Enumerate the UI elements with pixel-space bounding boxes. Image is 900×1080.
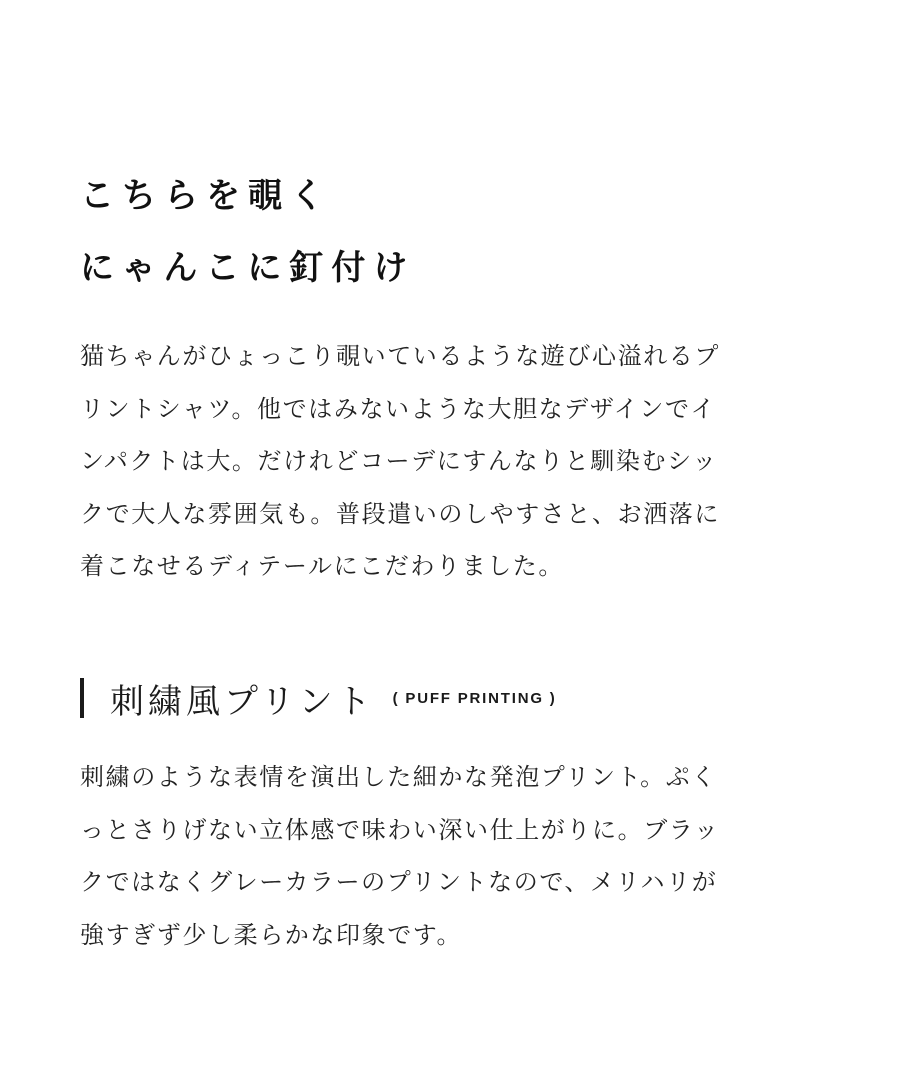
intro-line: リントシャツ。他ではみないような大胆なデザインでイ: [80, 394, 717, 423]
section-line: クではなくグレーカラーのプリントなので、メリハリが: [80, 868, 718, 896]
intro-line: 着こなせるディテールにこだわりました。: [80, 552, 564, 580]
heading-accent-bar: [80, 678, 84, 718]
intro-line: 猫ちゃんがひょっこり覗いているような遊び心溢れるプ: [80, 342, 720, 370]
intro-line: クで大人な雰囲気も。普段遣いのしやすさと、お洒落に: [80, 499, 720, 528]
section-heading: [80, 676, 840, 720]
headline-line-2: にゃんこに釘付け: [80, 248, 416, 288]
section-paragraph: [80, 751, 828, 961]
section-line: 刺繍のような表情を演出した細かな発泡プリント。ぷく: [80, 763, 717, 791]
intro-line: ンパクトは大。だけれどコーデにすんなりと馴染むシッ: [80, 447, 718, 475]
section-line: 強すぎず少し柔らかな印象です。: [80, 920, 463, 949]
headline-line-1: こちらを覗く: [80, 176, 332, 216]
intro-paragraph: [80, 330, 828, 593]
section-title: 刺繍風プリント: [110, 681, 375, 722]
section-line: っとさりげない立体感で味わい深い仕上がりに。ブラッ: [80, 815, 720, 844]
headline: [80, 160, 840, 304]
section-subtitle: ( PUFF PRINTING ): [392, 689, 557, 707]
